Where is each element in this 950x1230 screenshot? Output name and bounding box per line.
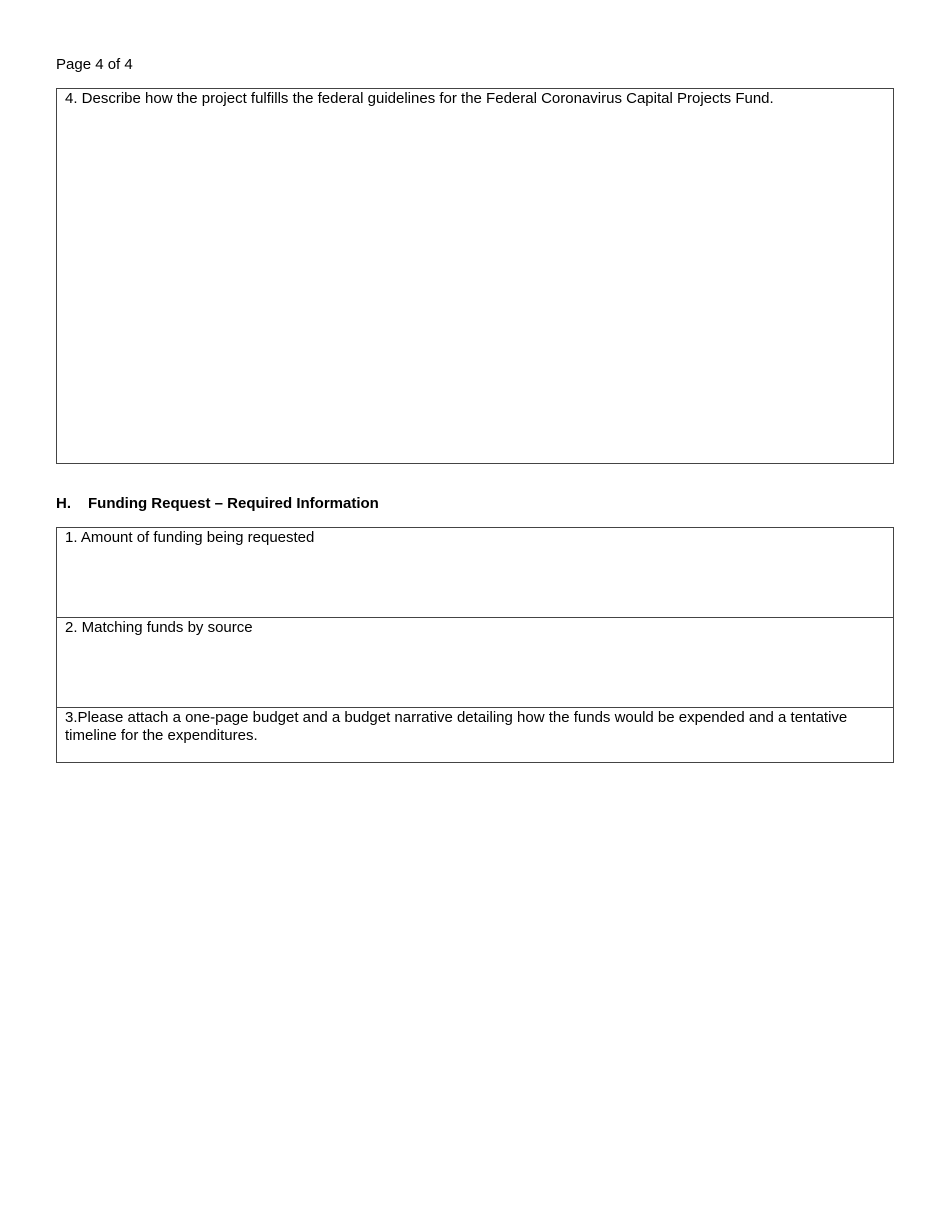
funding-amount-label: 1. Amount of funding being requested	[65, 529, 315, 546]
funding-request-table	[56, 527, 894, 763]
section-h-letter: H.	[56, 495, 71, 512]
question-4-field[interactable]	[56, 88, 894, 464]
section-h-title: Funding Request – Required Information	[88, 495, 379, 512]
budget-attachment-label: 3.Please attach a one-page budget and a budget narrative detailing how the funds would be expended and a tentative timeline for the expenditures.	[65, 709, 848, 744]
page-number: Page 4 of 4	[56, 56, 133, 73]
matching-funds-label: 2. Matching funds by source	[65, 619, 253, 636]
section-h-heading	[56, 495, 379, 512]
matching-funds-field[interactable]	[57, 618, 893, 708]
funding-amount-field[interactable]	[57, 528, 893, 618]
question-4-label: 4. Describe how the project fulfills the federal guidelines for the Federal Coronavirus Capital Projects Fund.	[65, 90, 774, 107]
budget-attachment-field[interactable]	[57, 708, 893, 763]
